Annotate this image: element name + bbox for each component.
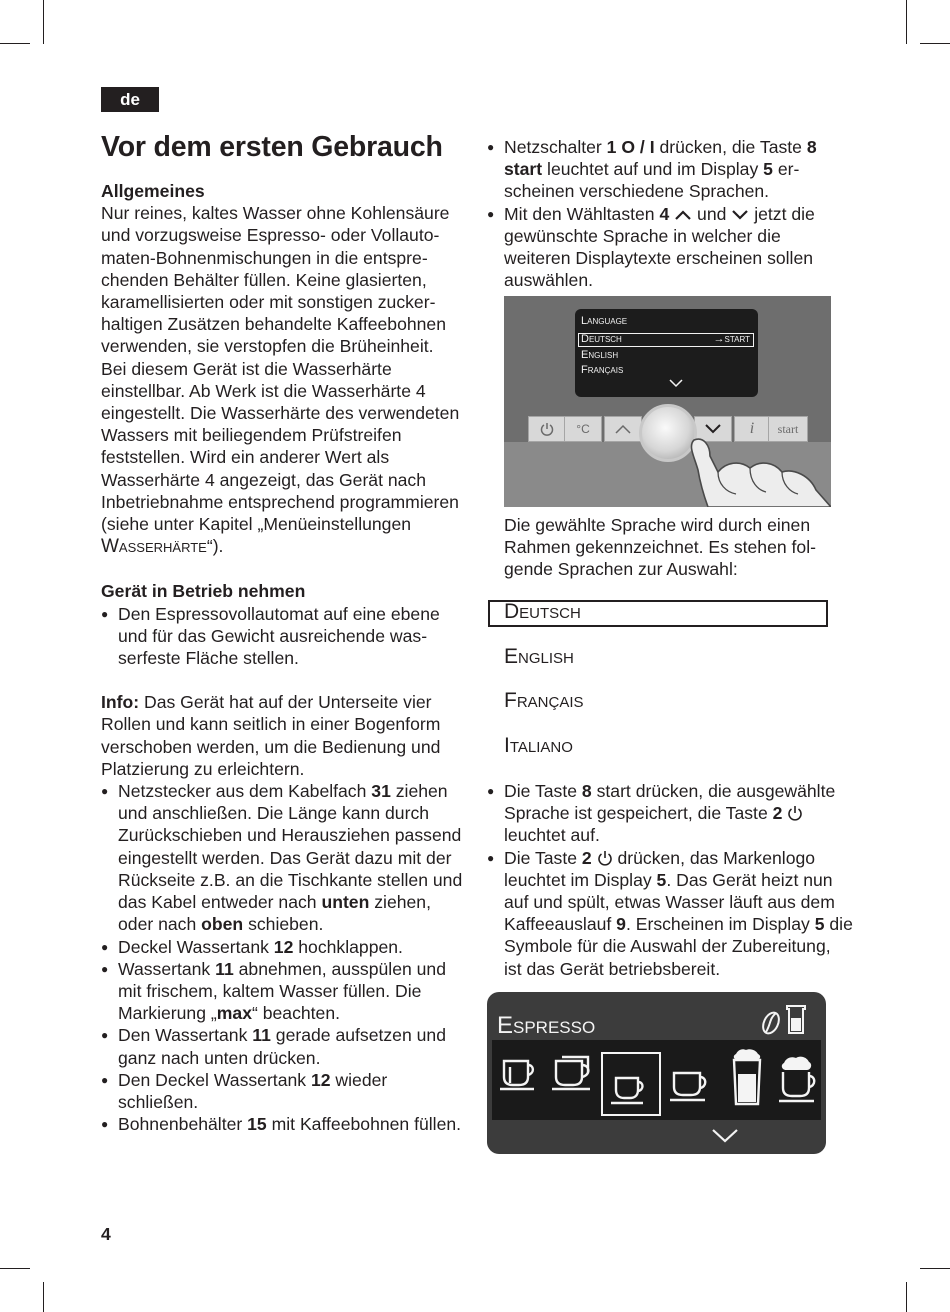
page-title: Vor dem ersten Gebrauch <box>101 131 443 163</box>
beverage-selection-bar <box>492 1040 821 1120</box>
info-button[interactable]: i <box>734 416 770 442</box>
language-option-italiano: Italiano <box>504 734 573 757</box>
list-item: ● Den Deckel Wassertank 12 wieder schließen. <box>101 1069 463 1113</box>
list-item: ● Mit den Wähltasten 4 und jetzt die gewünschte Sprache in welcher die weiteren Displaytexte erscheinen sollen auswählen. <box>487 203 832 292</box>
right-column-top <box>487 136 832 291</box>
double-cup-icon[interactable] <box>498 1055 542 1101</box>
section-title-allgemeines: Allgemeines <box>101 181 205 201</box>
left-column <box>101 180 463 1135</box>
cappuccino-cup-icon[interactable] <box>778 1054 824 1106</box>
paragraph-languages: Die gewählte Sprache wird durch einen Rahmen gekennzeichnet. Es stehen folgende Sprachen zur Auswahl: <box>504 515 816 580</box>
display-language: English <box>581 349 619 361</box>
latte-glass-icon[interactable] <box>728 1048 768 1108</box>
chevron-down-icon <box>731 209 749 221</box>
language-tag: de <box>101 87 159 112</box>
crop-mark <box>43 1282 44 1312</box>
list-item: ● Die Taste 8 start drücken, die ausgewählte Sprache ist gespeichert, die Taste 2 leuchtet auf. <box>487 780 853 847</box>
control-panel-photo <box>504 296 831 507</box>
water-tank-icon <box>784 1004 808 1036</box>
crop-mark <box>906 0 907 44</box>
power-icon <box>597 850 613 866</box>
section-title-betrieb: Gerät in Betrieb nehmen <box>101 581 306 602</box>
crop-mark <box>43 0 44 44</box>
espresso-cup-icon[interactable] <box>610 1074 650 1110</box>
info-paragraph: Info: Das Gerät hat auf der Unterseite vier Rollen und kann seitlich in einer Bogenform verschoben werden, um die Bedienung und Platzierung zu erleichtern. <box>101 692 441 779</box>
list-item: ● Deckel Wassertank 12 hochklappen. <box>101 936 463 958</box>
display-language: Français <box>581 364 624 376</box>
language-option-francais: Français <box>504 689 584 712</box>
right-column-bottom <box>487 780 853 980</box>
crop-mark <box>920 43 950 44</box>
paragraph-allgemeines: Nur reines, kaltes Wasser ohne Kohlensäure und vorzugsweise Espresso- oder Vollautomaten-Bohnenmischungen in die entsprechenden Behälter füllen. Keine glasierten, karamellisierten oder mit sonstigen zuckerhaltigen Zusätzen behandelte Kaffeebohnen verwenden, sie verstopfen die Brüheinheit. Bei diesem Gerät ist die Wasserhärte einstellbar. Ab Werk ist die Wasserhärte 4 eingestellt. Die Wasserhärte des verwendeten Wassers mit beiliegendem Prüfstreifen feststellen. Wird ein anderer Wert als Wasserhärte 4 angezeigt, das Gerät nach Inbetriebnahme entsprechend programmieren (siehe unter Kapitel „Menüeinstellungen Wasserhärte“). <box>101 203 460 558</box>
crop-mark <box>920 1268 950 1269</box>
chevron-down-icon <box>711 1128 739 1144</box>
hand-icon <box>504 296 831 507</box>
temperature-button[interactable]: °C <box>564 416 602 442</box>
crop-mark <box>0 43 30 44</box>
page-number: 4 <box>101 1224 111 1244</box>
display-title: Language <box>581 315 628 327</box>
list-item: ● Den Wassertank 11 gerade aufsetzen und ganz nach unten drücken. <box>101 1024 463 1068</box>
crop-mark <box>0 1268 30 1269</box>
coffee-cup-icon[interactable] <box>669 1068 713 1108</box>
language-option-deutsch: Deutsch <box>504 600 581 623</box>
list-item: ● Bohnenbehälter 15 mit Kaffeebohnen füllen. <box>101 1113 463 1135</box>
display-title: Espresso <box>497 1012 596 1039</box>
power-icon <box>787 805 803 821</box>
chevron-up-icon <box>674 209 692 221</box>
list-item: ● Netzstecker aus dem Kabelfach 31 ziehen und anschließen. Die Länge kann durch Zurückschieben und Herausziehen passend eingestellt werden. Das Gerät dazu mit der Rückseite z.B. an die Tischkante stellen und das Kabel entweder nach unten ziehen, oder nach oben schieben. <box>101 780 463 935</box>
display-selected-language: Deutsch →start <box>578 333 754 347</box>
list-item: ● Netzschalter 1 O / I drücken, die Taste 8 start leuchtet auf und im Display 5 erscheinen verschiedene Sprachen. <box>487 136 832 203</box>
crop-mark <box>906 1282 907 1312</box>
language-option-english: English <box>504 645 574 668</box>
right-column-middle <box>504 514 834 581</box>
double-cup-icon[interactable] <box>550 1055 598 1101</box>
espresso-display <box>487 992 826 1154</box>
list-item: ● Die Taste 2 drücken, das Markenlogo leuchtet im Display 5. Das Gerät heizt nun auf und spült, etwas Wasser läuft aus dem Kaffeeauslauf 9. Erscheinen im Display 5 die Symbole für die Auswahl der Zubereitung, ist das Gerät betriebsbereit. <box>487 847 853 980</box>
list-item: ● Den Espressovollautomat auf eine ebene und für das Gewicht ausreichende wasserfeste Fläche stellen. <box>101 603 463 670</box>
coffee-bean-icon <box>759 1010 783 1036</box>
start-button[interactable]: start <box>768 416 808 442</box>
list-item: ● Wassertank 11 abnehmen, ausspülen und mit frischem, kaltem Wasser füllen. Die Markierung „max“ beachten. <box>101 958 463 1025</box>
